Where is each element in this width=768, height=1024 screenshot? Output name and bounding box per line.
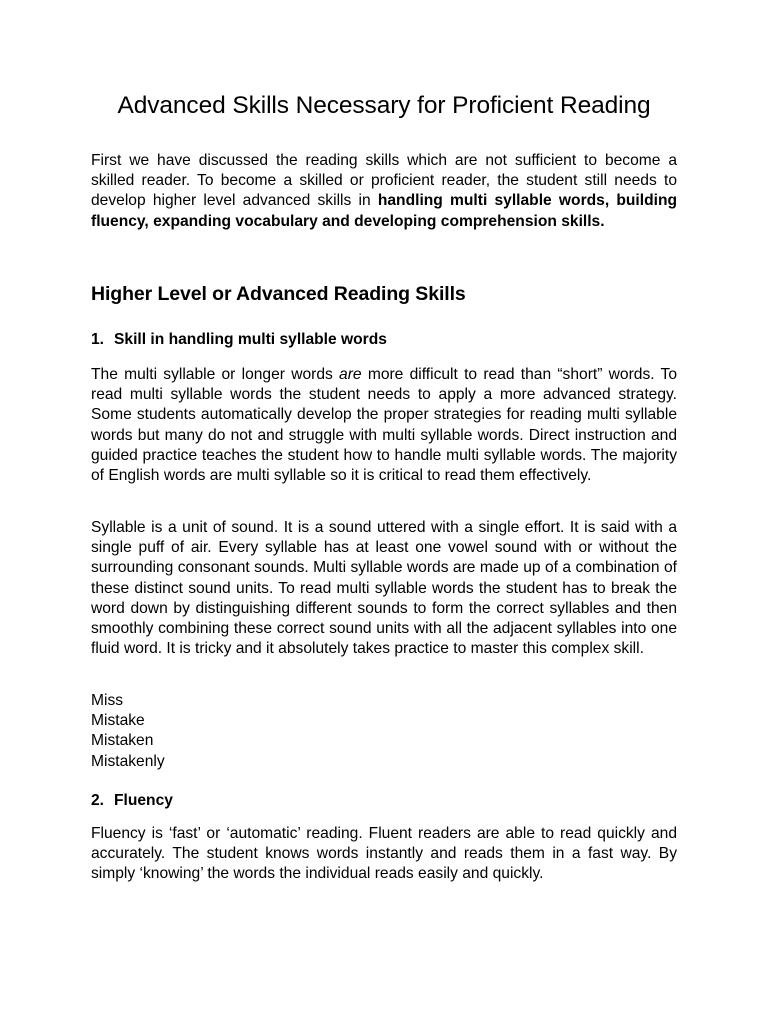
skill1-heading-text: Skill in handling multi syllable words <box>114 331 387 348</box>
skill1-heading <box>91 331 387 349</box>
skill2-heading <box>91 792 173 810</box>
skill1-para1-before: The multi syllable or longer words <box>91 366 340 383</box>
skill1-paragraph-1 <box>91 365 677 486</box>
example-word: Miss <box>91 692 124 709</box>
example-word: Mistaken <box>91 732 154 750</box>
skill2-heading-text: Fluency <box>114 792 173 809</box>
section-heading: Higher Level or Advanced Reading Skills <box>91 283 466 305</box>
skill1-paragraph-2: Syllable is a unit of sound. It is a sound uttered with a single effort. It is said with a single puff of air. Every syllable has at least one vowel sound with or without the surrounding consonant sounds. Multi syllable words are made up of a combination of these distinct sound units. To read multi syllable words the student has to break the word down by distinguishing different sounds to form the correct syllables and then smoothly combining these correct sound units with all the adjacent syllables into one fluid word. It is tricky and it absolutely takes practice to master this complex skill. <box>91 519 677 658</box>
intro-bold-text: handling multi syllable words, building fluency, expanding vocabulary and developing comprehension skills. <box>91 192 677 230</box>
skill1-number: 1. <box>91 331 105 348</box>
document-title: Advanced Skills Necessary for Proficient Reading <box>117 92 651 119</box>
skill2-number: 2. <box>91 792 105 809</box>
example-word: Mistake <box>91 712 145 730</box>
intro-text: First we have discussed the reading skills which are not sufficient to become a skilled reader. To become a skilled or proficient reader, the student still needs to develop higher level advanced skills in <box>91 152 677 210</box>
intro-paragraph <box>91 151 677 232</box>
skill1-para1-italic: are <box>339 366 362 383</box>
example-word: Mistakenly <box>91 752 165 770</box>
skill1-para1-after: more difficult to read than “short” words. To read multi syllable words the student needs to apply a more advanced strategy. Some students automatically develop the proper strategies for reading multi syllable words but many do not and struggle with multi syllable words. Direct instruction and guided practice teaches the student how to handle multi syllable words. The majority of English words are multi syllable so it is critical to read them effectively. <box>91 366 678 485</box>
example-word-list <box>91 691 165 772</box>
skill2-paragraph-1: Fluency is ‘fast’ or ‘automatic’ reading. Fluent readers are able to read quickly and accurately. The student knows words instantly and reads them in a fast way. By simply ‘knowing’ the words the individual reads easily and quickly. <box>91 825 677 883</box>
